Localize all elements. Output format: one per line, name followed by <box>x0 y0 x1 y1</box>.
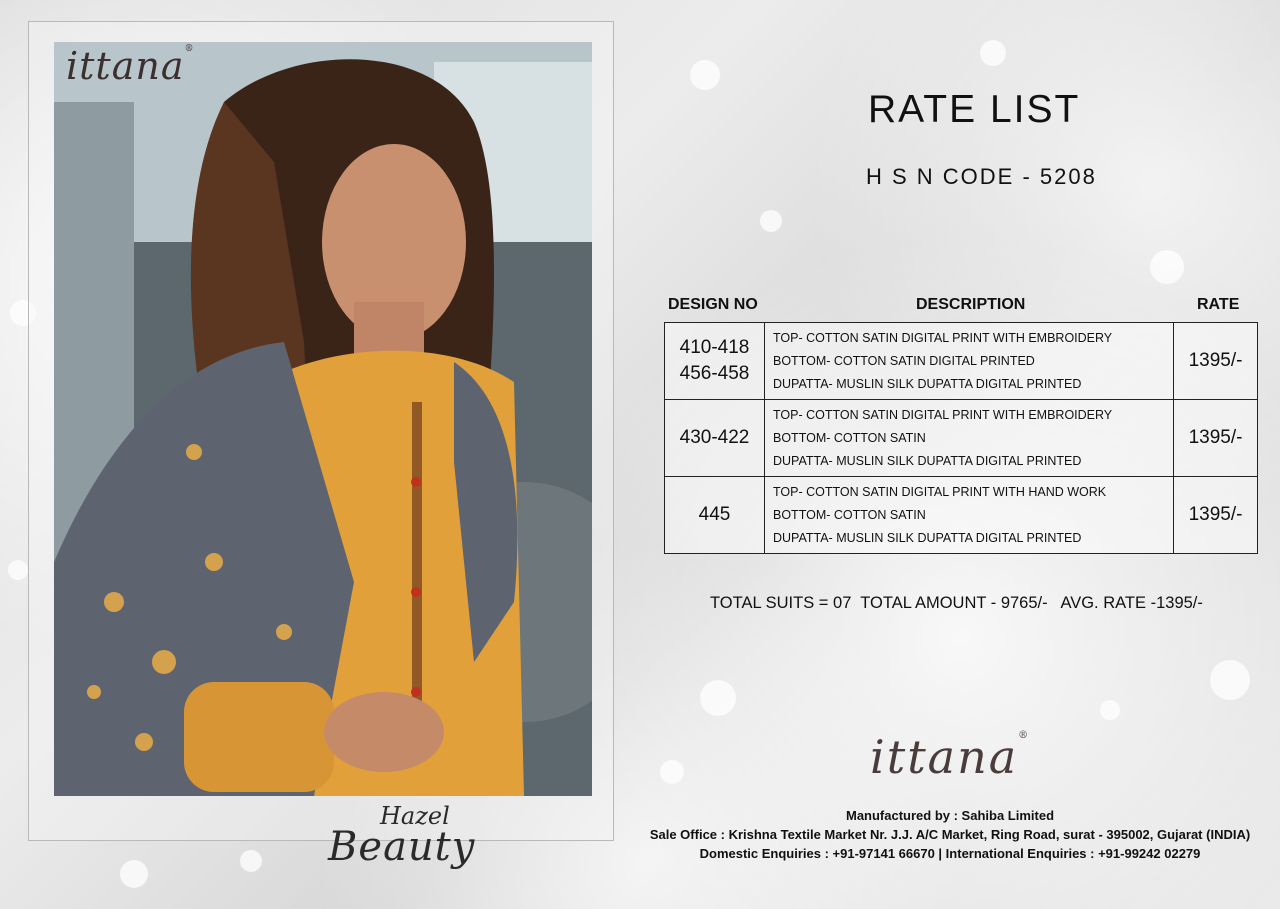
header-description: DESCRIPTION <box>916 296 1026 313</box>
header-rate: RATE <box>1197 296 1240 313</box>
description-line: DUPATTA- MUSLIN SILK DUPATTA DIGITAL PRINTED <box>773 376 1082 391</box>
hsn-code: H S N CODE - 5208 <box>866 164 1097 189</box>
rate-cell: 1395/- <box>1174 477 1258 554</box>
rate-cell: 1395/- <box>1174 400 1258 477</box>
registered-mark: ® <box>184 44 195 54</box>
description-line: BOTTOM- COTTON SATIN DIGITAL PRINTED <box>773 353 1035 368</box>
header-design-no: DESIGN NO <box>668 296 758 313</box>
rate-list-title: RATE LIST <box>868 88 1081 131</box>
description-line: TOP- COTTON SATIN DIGITAL PRINT WITH EMBROIDERY <box>773 407 1113 422</box>
brand-logo-bottom <box>870 730 1030 784</box>
description-line: DUPATTA- MUSLIN SILK DUPATTA DIGITAL PRINTED <box>773 453 1082 468</box>
rate-cell: 1395/- <box>1174 323 1258 400</box>
table-row <box>665 323 1258 400</box>
enquiries-line: Domestic Enquiries : +91-97141 66670 | International Enquiries : +91-99242 02279 <box>699 846 1201 861</box>
manufacturer-line: Manufactured by : Sahiba Limited <box>845 808 1055 823</box>
description-line: TOP- COTTON SATIN DIGITAL PRINT WITH EMBROIDERY <box>773 330 1113 345</box>
brand-name: ittana <box>66 44 185 88</box>
description-line: DUPATTA- MUSLIN SILK DUPATTA DIGITAL PRINTED <box>773 530 1082 545</box>
description-cell <box>765 323 1174 400</box>
sale-office-line: Sale Office : Krishna Textile Market Nr. J.J. A/C Market, Ring Road, surat - 395002, Gujarat (INDIA) <box>649 827 1251 842</box>
table-row <box>665 477 1258 554</box>
description-cell <box>765 400 1174 477</box>
design-cell <box>665 400 765 477</box>
description-cell <box>765 477 1174 554</box>
collection-line2: Beauty <box>328 824 476 870</box>
design-cell <box>665 477 765 554</box>
collection-line1: Hazel <box>380 802 450 830</box>
totals-summary: TOTAL SUITS = 07 TOTAL AMOUNT - 9765/- AVG. RATE -1395/- <box>710 594 1203 612</box>
brand-logo-top <box>66 44 194 88</box>
design-no: 430-422 <box>679 427 750 448</box>
model-photo <box>54 42 592 796</box>
description-line: BOTTOM- COTTON SATIN <box>773 507 926 522</box>
design-no: 445 <box>698 504 731 525</box>
design-no: 410-418 <box>679 337 750 358</box>
design-no: 456-458 <box>679 363 750 384</box>
registered-mark: ® <box>1018 730 1031 741</box>
description-line: TOP- COTTON SATIN DIGITAL PRINT WITH HAND WORK <box>773 484 1107 499</box>
brand-name: ittana <box>870 730 1019 784</box>
description-line: BOTTOM- COTTON SATIN <box>773 430 926 445</box>
rate-table <box>664 322 1258 554</box>
design-cell <box>665 323 765 400</box>
table-row <box>665 400 1258 477</box>
